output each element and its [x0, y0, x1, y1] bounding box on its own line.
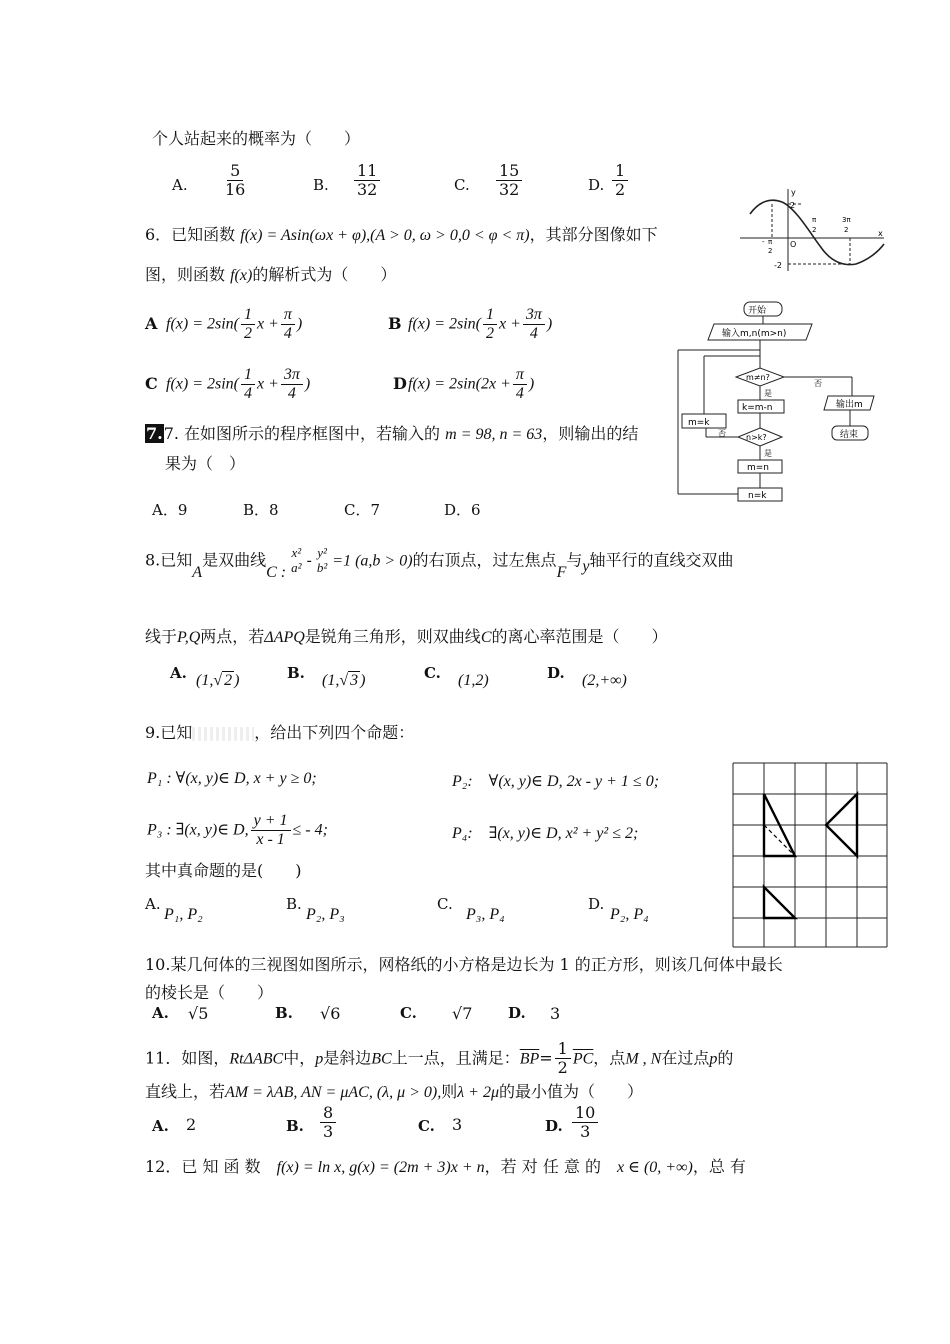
q9-option-c-value: P₃, P₄	[466, 906, 505, 923]
q7-option-d: D．6	[444, 501, 481, 519]
q9-proposition-p2: P₂: ∀(x, y)∈ D, 2x - y + 1 ≤ 0;	[452, 773, 660, 790]
q11-stem: 11．如图，RtΔABC中，p是斜边BC上一点，且满足：$\overline{BP}=$ $\frac{1}{2}$ $\overline{PC}$，点M , N在过点p的	[145, 1039, 734, 1078]
flow-input-text: 输入m,n(m>n)	[722, 329, 787, 339]
q6-option-b-label: B	[388, 314, 402, 333]
flow-nk-text: n=k	[748, 491, 767, 501]
flow-mn-text: m=n	[747, 463, 770, 473]
q11-option-a-value: 2	[186, 1115, 197, 1134]
q11-option-d-label: D.	[545, 1117, 563, 1135]
graph-tick-3pi-half: 3π	[842, 216, 851, 224]
flow-cond1-text: m≠n?	[746, 373, 770, 382]
q8-option-d-value: (2,+∞)	[582, 672, 627, 689]
q6-stem-line2: 图，则函数 f(x)的解析式为（ ）	[145, 265, 397, 284]
flow-cond2-text: n>k?	[746, 433, 767, 442]
flow-start-text: 开始	[748, 306, 767, 316]
q5-option-b-value: $\frac{11}{32}$	[352, 162, 382, 200]
q6-option-c-label: C	[145, 374, 158, 393]
sine-graph-figure	[738, 186, 888, 276]
graph-y-label: y	[791, 188, 796, 197]
q7-option-a: A．9	[152, 501, 188, 519]
q9-option-b-value: P₂, P₃	[306, 906, 345, 923]
graph-y-bottom: -2	[774, 261, 782, 270]
flow-k-text: k=m-n	[742, 403, 773, 413]
q5-option-a-label: A.	[172, 176, 188, 194]
q9-option-b-label: B.	[286, 895, 302, 913]
graph-tick-neg-den: 2	[768, 247, 773, 255]
q11-option-a-label: A.	[152, 1117, 169, 1135]
q6-option-a-value: f(x) = 2sin( $\frac{1}{2}$ x + $\frac{\pi}{4}$ )	[166, 306, 303, 343]
q10-option-b-label: B.	[275, 1004, 293, 1022]
flow-output-text: 输出m	[836, 400, 863, 410]
q11-option-c-value: 3	[452, 1115, 463, 1134]
q9-option-a-value: P₁, P₂	[164, 906, 203, 923]
graph-y-top: 2	[790, 201, 796, 210]
q8-option-d-label: D.	[547, 664, 565, 682]
flow-yes-2: 是	[764, 449, 772, 458]
q10-option-c-label: C.	[400, 1004, 417, 1022]
graph-tick-neg-pi: π	[768, 238, 773, 246]
q9-blurred-region	[192, 727, 254, 741]
flowchart-figure	[676, 298, 876, 508]
q8-option-c-value: (1,2)	[458, 672, 489, 689]
graph-tick-neg: -	[762, 238, 765, 246]
front-view-dashed-edge	[764, 825, 795, 856]
q10-option-d-label: D.	[508, 1004, 526, 1022]
q9-option-d-label: D.	[588, 895, 605, 913]
graph-tick-pi-half-den: 2	[812, 226, 817, 234]
q5-option-c-label: C.	[454, 176, 470, 194]
q11-option-d-value: $\frac{10}{3}$	[570, 1104, 600, 1142]
q9-proposition-p4: P₄: ∃(x, y)∈ D, x² + y² ≤ 2;	[452, 825, 639, 842]
flow-end-text: 结束	[840, 430, 859, 440]
q9-proposition-p1: P₁ : ∀(x, y)∈ D, x + y ≥ 0;	[147, 770, 317, 787]
graph-x-label: x	[878, 229, 883, 238]
q9-proposition-p3: P₃ : ∃(x, y)∈ D, $\frac{y + 1}{x - 1}$ ≤ - 4;	[147, 812, 328, 849]
q10-option-d-value: 3	[550, 1004, 561, 1023]
q5-option-d-label: D.	[588, 176, 605, 194]
q5-option-d-value: $\frac{1}{2}$	[610, 162, 630, 200]
q9-stem: 9.已知 ，给出下列四个命题：	[145, 723, 415, 742]
q8-option-c-label: C.	[424, 664, 441, 682]
q5-option-b-label: B.	[313, 176, 329, 194]
q10-option-a-label: A.	[152, 1004, 169, 1022]
q5-option-a-value: $\frac{5}{16}$	[225, 161, 246, 200]
q11-option-b-value: $\frac{8}{3}$	[318, 1104, 338, 1142]
q11-option-c-label: C.	[418, 1117, 435, 1135]
q10-stem-line1: 10.某几何体的三视图如图所示，网格纸的小方格是边长为 1 的正方形，则该几何体中最长	[145, 955, 783, 974]
q7-option-c: C．7	[344, 501, 381, 519]
q9-option-d-value: P₂, P₄	[610, 906, 649, 923]
q8-option-a-label: A.	[170, 664, 187, 682]
flow-no-2: 否	[718, 429, 726, 438]
q10-option-b-value: √6	[320, 1004, 341, 1023]
q7-option-b: B．8	[243, 501, 279, 519]
q7-stem-line2: 果为（ ）	[165, 454, 246, 473]
q11-stem-line2: 直线上，若AM = λAB, AN = μAC, (λ, μ > 0),则λ + 2μ的最小值为（ ）	[145, 1082, 644, 1101]
q10-stem-line2: 的棱长是（ ）	[145, 983, 274, 1002]
q12-stem: 12．已 知 函 数 f(x) = ln x, g(x) = (2m + 3)x + n，若 对 任 意 的 x ∈ (0, +∞)，总 有	[145, 1157, 746, 1176]
q11-option-b-label: B.	[286, 1117, 304, 1135]
q10-option-c-value: √7	[452, 1004, 473, 1023]
three-view-grid-figure	[732, 762, 888, 948]
q6-option-d-label: D	[393, 374, 407, 393]
top-view-triangle	[764, 887, 795, 918]
graph-origin: O	[790, 240, 797, 249]
graph-tick-3pi-half-den: 2	[844, 226, 849, 234]
flow-yes-1: 是	[764, 389, 772, 398]
q6-option-b-value: f(x) = 2sin( $\frac{1}{2}$ x + $\frac{3\pi}{4}$ )	[408, 306, 553, 343]
q9-option-a-label: A.	[145, 895, 161, 913]
q6-option-a-label: A	[145, 314, 158, 333]
graph-tick-pi-half: π	[812, 216, 817, 224]
q8-option-a-value: (1,√ 2 )	[196, 672, 240, 689]
q8-option-b-value: (1,√ 3 )	[322, 672, 366, 689]
q7-stem: 7.7. 在如图所示的程序框图中，若输入的 m = 98, n = 63，则输出的结	[146, 424, 639, 443]
flow-mk-text: m=k	[688, 418, 710, 428]
q6-option-c-value: f(x) = 2sin( $\frac{1}{4}$ x + $\frac{3\pi}{4}$ )	[166, 366, 311, 403]
q6-option-d-value: f(x) = 2sin(2x + $\frac{\pi}{4}$ )	[408, 366, 535, 403]
q5-stem: 个人站起来的概率为（ ）	[152, 129, 361, 148]
q9-question: 其中真命题的是( )	[145, 861, 302, 880]
q8-stem-line2: 线于P,Q两点，若ΔAPQ是锐角三角形，则双曲线C的离心率范围是（ ）	[145, 627, 668, 646]
q8-option-b-label: B.	[287, 664, 305, 682]
q6-stem: 6．已知函数 f(x) = Asin(ωx + φ),(A > 0, ω > 0,0 < φ < π)，其部分图像如下	[145, 225, 658, 244]
flow-no-1: 否	[814, 379, 822, 388]
q10-option-a-value: √5	[188, 1004, 209, 1023]
q8-stem: 8.已知A是双曲线C : x² a² - y² b² =1 (a,b > 0)的右顶点，过左焦点F与y轴平行的直线交双曲	[145, 545, 734, 582]
q5-option-c-value: $\frac{15}{32}$	[494, 162, 524, 200]
q9-option-c-label: C.	[437, 895, 453, 913]
